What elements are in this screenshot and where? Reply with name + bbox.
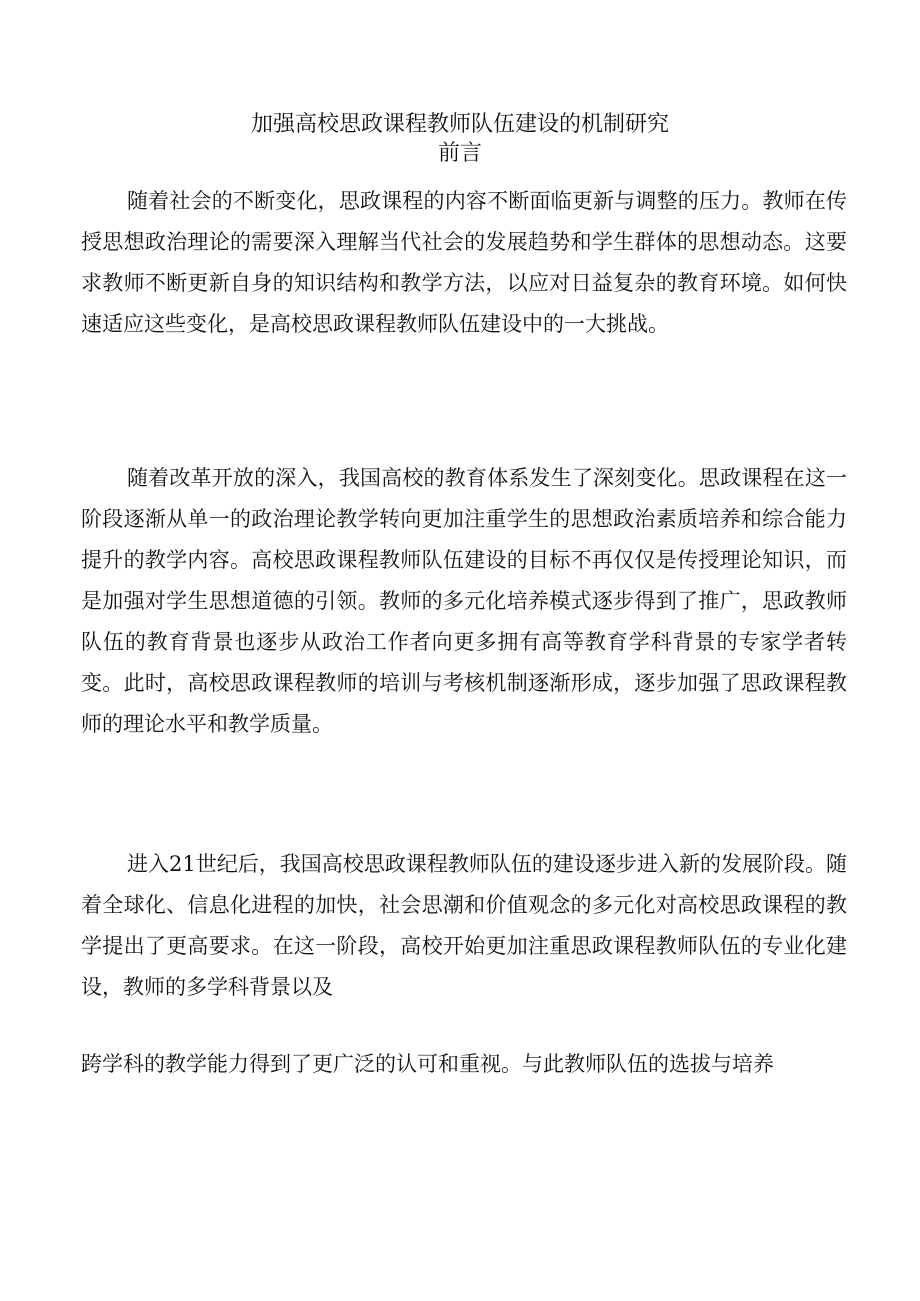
- paragraph: 跨学科的教学能力得到了更广泛的认可和重视。与此教师队伍的选拔与培养: [81, 1052, 774, 1076]
- document-title: 加强高校思政课程教师队伍建设的机制研究: [250, 112, 669, 137]
- paragraph: 随着社会的不断变化，思政课程的内容不断面临更新与调整的压力。教师在传授思想政治理论的需要深入理解当代社会的发展趋势和学生群体的思想动态。这要求教师不断更新自身的知识结构和教学方法，以应对日益复杂的教育环境。如何快速适应这些变化，是高校思政课程教师队伍建设中的一大挑战。: [81, 189, 847, 336]
- paragraph: 进入21世纪后，我国高校思政课程教师队伍的建设逐步进入新的发展阶段。随着全球化、信息化进程的加快，社会思潮和价值观念的多元化对高校思政课程的教学提出了更高要求。在这一阶段，高校开始更加注重思政课程教师队伍的专业化建设，教师的多学科背景以及: [81, 852, 847, 999]
- paragraph: 随着改革开放的深入，我国高校的教育体系发生了深刻变化。思政课程在这一阶段逐渐从单一的政治理论教学转向更加注重学生的思想政治素质培养和综合能力提升的教学内容。高校思政课程教师队伍建设的目标不再仅仅是传授理论知识，而是加强对学生思想道德的引领。教师的多元化培养模式逐步得到了推广，思政教师队伍的教育背景也逐步从政治工作者向更多拥有高等教育学科背景的专家学者转变。此时，高校思政课程教师的培训与考核机制逐渐形成，逐步加强了思政课程教师的理论水平和教学质量。: [81, 466, 847, 736]
- section-heading: 前言: [437, 141, 482, 166]
